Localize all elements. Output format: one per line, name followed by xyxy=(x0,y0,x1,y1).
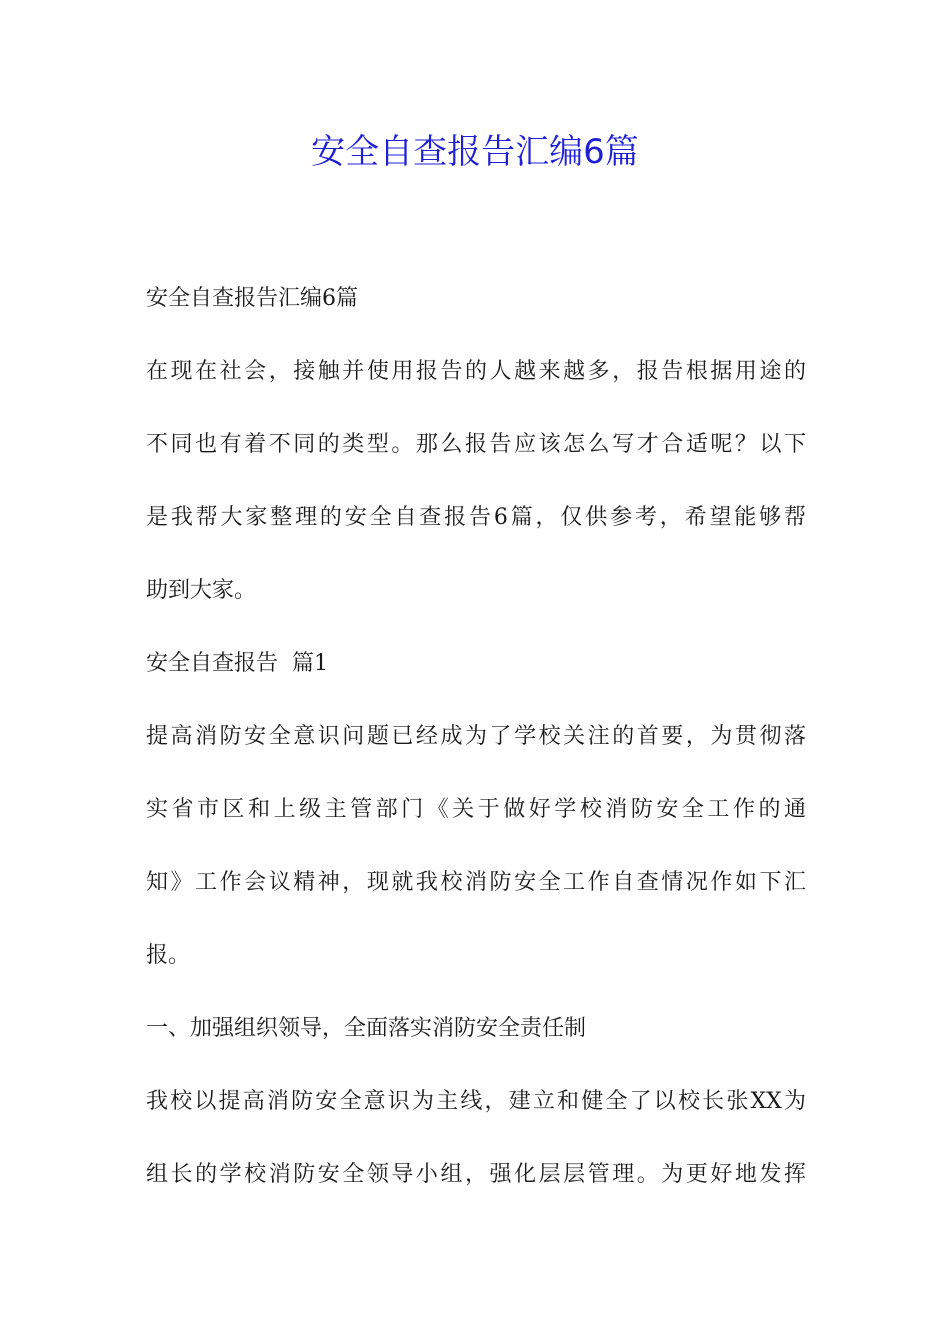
paragraph-part-1-intro xyxy=(146,700,806,992)
text-line: 提高消防安全意识问题已经成为了学校关注的首要，为贯彻落 xyxy=(146,724,806,749)
text-line: 知》工作会议精神，现就我校消防安全工作自查情况作如下汇 xyxy=(146,870,806,895)
section-heading-part-1 xyxy=(146,627,806,700)
text-line: 安全自查报告 篇1 xyxy=(146,651,328,676)
paragraph-subtitle xyxy=(146,262,806,335)
text-line: 助到大家。 xyxy=(146,578,257,603)
text-line: 组长的学校消防安全领导小组，强化层层管理。为更好地发挥 xyxy=(146,1162,806,1187)
text-line: 报。 xyxy=(146,943,191,968)
text-line: 在现在社会，接触并使用报告的人越来越多，报告根据用途的 xyxy=(146,359,806,384)
paragraph-section-one xyxy=(146,1065,806,1211)
paragraph-intro xyxy=(146,335,806,627)
document-body xyxy=(146,262,806,1211)
text-line: 安全自查报告汇编6篇 xyxy=(146,286,358,311)
text-line: 实省市区和上级主管部门《关于做好学校消防安全工作的通 xyxy=(146,797,806,822)
text-line: 一、加强组织领导，全面落实消防安全责任制 xyxy=(146,1016,587,1041)
text-line: 我校以提高消防安全意识为主线，建立和健全了以校长张XX为 xyxy=(146,1089,806,1114)
text-line: 是我帮大家整理的安全自查报告6篇，仅供参考，希望能够帮 xyxy=(146,505,806,530)
section-heading-one xyxy=(146,992,806,1065)
document-title: 安全自查报告汇编6篇 xyxy=(311,132,639,172)
text-line: 不同也有着不同的类型。那么报告应该怎么写才合适呢？以下 xyxy=(146,432,806,457)
